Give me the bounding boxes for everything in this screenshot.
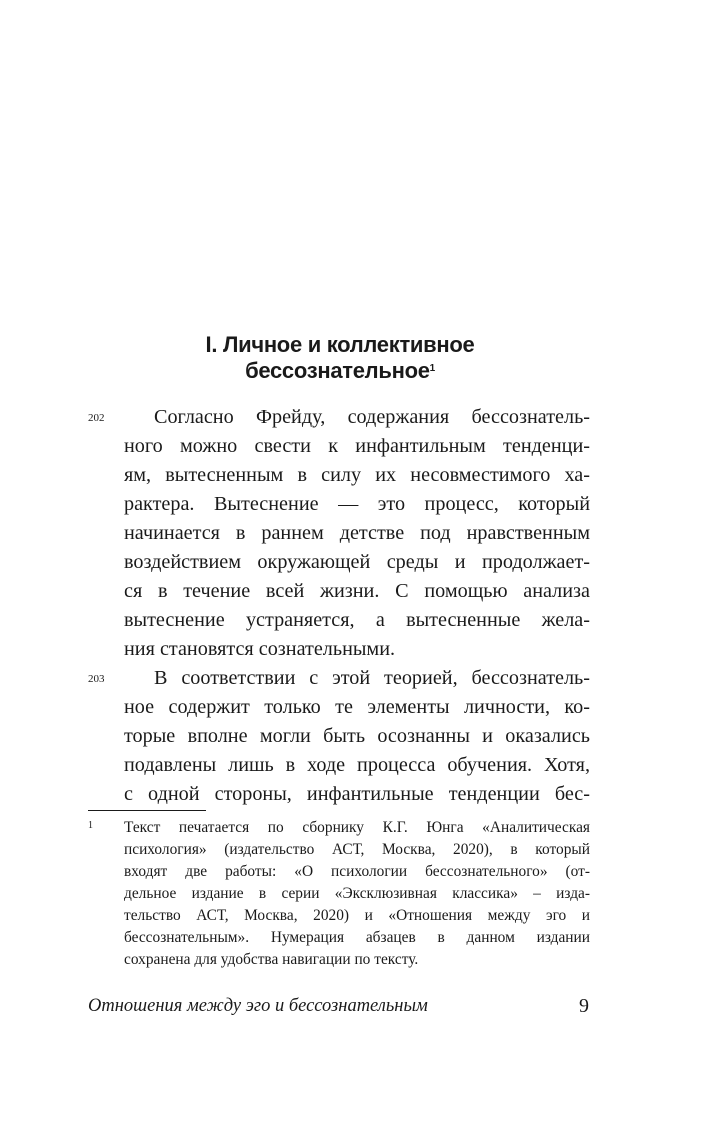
text-line: торые вполне могли быть осознанны и оказались	[124, 725, 590, 747]
footnote-line: психология» (издательство АСТ, Москва, 2020), в который	[124, 841, 590, 858]
chapter-heading-line-2: бессознательное$^1$	[245, 358, 435, 383]
text-line: рактера. Вытеснение — это процесс, который	[124, 493, 590, 515]
text-line: ям, вытесненным в силу их несовместимого ха-	[124, 464, 590, 486]
text-line: подавлены лишь в ходе процесса обучения. Хотя,	[124, 754, 590, 776]
footnote-line: тельство АСТ, Москва, 2020) и «Отношения между эго и	[124, 907, 590, 924]
footnote-number: 1	[88, 820, 93, 831]
footnote-divider	[88, 810, 206, 811]
text-line: Согласно Фрейду, содержания бессознатель-	[154, 406, 590, 428]
footnote-line: сохранена для удобства навигации по тексту.	[124, 951, 419, 968]
text-line: В соответствии с этой теорией, бессознатель-	[154, 667, 590, 689]
paragraph-number: 203	[88, 673, 105, 685]
paragraph-number: 202	[88, 412, 105, 424]
footnote-reference[interactable]: 1	[429, 363, 435, 374]
footnote-line: дельное издание в серии «Эксклюзивная классика» – изда-	[124, 885, 590, 902]
text-line: ного можно свести к инфантильным тенденци-	[124, 435, 590, 457]
text-line: воздействием окружающей среды и продолжает-	[124, 551, 590, 573]
text-line: ное содержит только те элементы личности, ко-	[124, 696, 590, 718]
chapter-heading-line-1: I. Личное и коллективное	[205, 332, 475, 357]
text-line: вытеснение устраняется, а вытесненные жела-	[124, 609, 590, 631]
footnote-line: бессознательным». Нумерация абзацев в данном издании	[124, 929, 590, 946]
text-line: ния становятся сознательными.	[124, 638, 396, 660]
footnote-line: входят две работы: «О психологии бессознательного» (от-	[124, 863, 590, 880]
chapter-heading	[90, 332, 590, 384]
running-footer-title: Отношения между эго и бессознательным	[88, 996, 428, 1016]
text-line: начинается в раннем детстве под нравственным	[124, 522, 590, 544]
text-line: ся в течение всей жизни. С помощью анализа	[124, 580, 590, 602]
text-line: с одной стороны, инфантильные тенденции бес-	[124, 783, 590, 805]
footnote-line: Текст печатается по сборнику К.Г. Юнга «Аналитическая	[124, 819, 590, 836]
page-number: 9	[579, 995, 589, 1017]
